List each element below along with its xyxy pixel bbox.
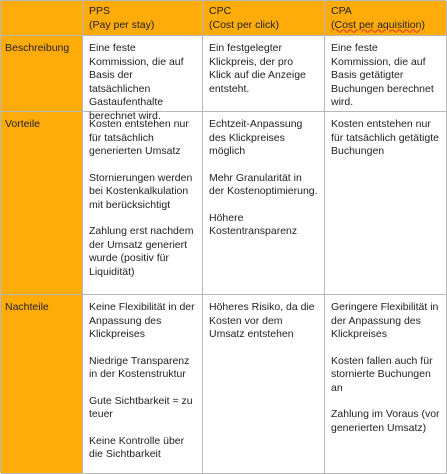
cell-paragraph: Kosten fallen auch für stornierte Buchungen an (331, 354, 433, 394)
table-cell-pps-beschreibung (83, 36, 203, 122)
cell-paragraph: Zahlung im Voraus (vor generierten Umsatz) (331, 408, 440, 434)
cell-paragraph: Keine Kontrolle über die Sichtbarkeit (89, 434, 185, 460)
cell-paragraph: Höheres Risiko, da die Kosten vor dem Umsatz entstehen (209, 301, 315, 340)
header-subtitle-pps: (Pay per stay) (89, 18, 155, 31)
table-cell-pps-nachteile (83, 295, 203, 474)
table-cell-cpa-nachteile (325, 295, 447, 474)
row-label-cell (1, 36, 83, 112)
row-label-nachteile: Nachteile (5, 301, 49, 313)
row-label-cell (1, 295, 83, 474)
table-cell-cpa-beschreibung (325, 36, 447, 112)
cell-paragraph: Eine feste Kommission, die auf Basis getätigter Buchungen berechnet wird. (331, 42, 434, 108)
header-cell-cpa (325, 1, 447, 36)
cell-paragraph: Eine feste Kommission, die auf Basis der tatsächlichen Gastaufenthalte berechnet wird. (89, 42, 184, 122)
cell-paragraph: Gute Sichtbarkeit = zu teuer (89, 394, 193, 420)
cell-paragraph: Keine Flexibilität in der Anpassung des Klickpreises (89, 301, 195, 340)
row-label-vorteile: Vorteile (5, 118, 41, 130)
cell-paragraph: Kosten entstehen nur für tatsächlich generierten Umsatz (89, 118, 189, 157)
table-cell-pps-vorteile (83, 112, 203, 295)
header-title-cpa: CPA (331, 5, 352, 17)
table-cell-cpa-vorteile (325, 112, 447, 295)
cell-paragraph: Mehr Granularität in der Kostenoptimierung. (209, 171, 318, 197)
row-label-beschreibung: Beschreibung (5, 42, 70, 54)
header-title-pps: PPS (89, 5, 111, 17)
header-title-cpc: CPC (209, 5, 232, 17)
cell-paragraph: Kosten entstehen nur für tatsächlich getätigte Buchungen (331, 118, 439, 157)
table-header-row (1, 1, 447, 36)
table-cell-cpc-beschreibung (203, 36, 325, 112)
table-cell-cpc-vorteile (203, 112, 325, 295)
cell-paragraph: Geringere Flexibilität in der Anpassung des Klickpreises (331, 301, 439, 340)
header-cell-pps (83, 1, 203, 36)
cell-paragraph: Echtzeit-Anpassung des Klickpreises möglich (209, 118, 303, 157)
cell-paragraph: Stornierungen werden bei Kostenkalkulation mit berücksichtigt (89, 171, 193, 211)
table-row-nachteile (1, 295, 447, 474)
cell-paragraph: Niedrige Transparenz in der Kostenstruktur (89, 354, 190, 380)
table-cell-cpc-nachteile (203, 295, 325, 474)
header-subtitle-cpc: (Cost per click) (209, 18, 280, 31)
header-subtitle-cpa: (Cost per aquisition) (331, 18, 425, 31)
cell-paragraph: Zahlung erst nachdem der Umsatz generiert wurde (positiv für Liquidität) (89, 225, 194, 278)
header-corner-cell (1, 1, 83, 36)
cell-paragraph: Höhere Kostentransparenz (209, 211, 298, 237)
table-row-vorteile (1, 112, 447, 295)
table-row-beschreibung (1, 36, 447, 122)
cell-paragraph: Ein festgelegter Klickpreis, der pro Klick auf die Anzeige entsteht. (209, 42, 306, 95)
header-cell-cpc (203, 1, 325, 36)
row-label-cell (1, 112, 83, 295)
